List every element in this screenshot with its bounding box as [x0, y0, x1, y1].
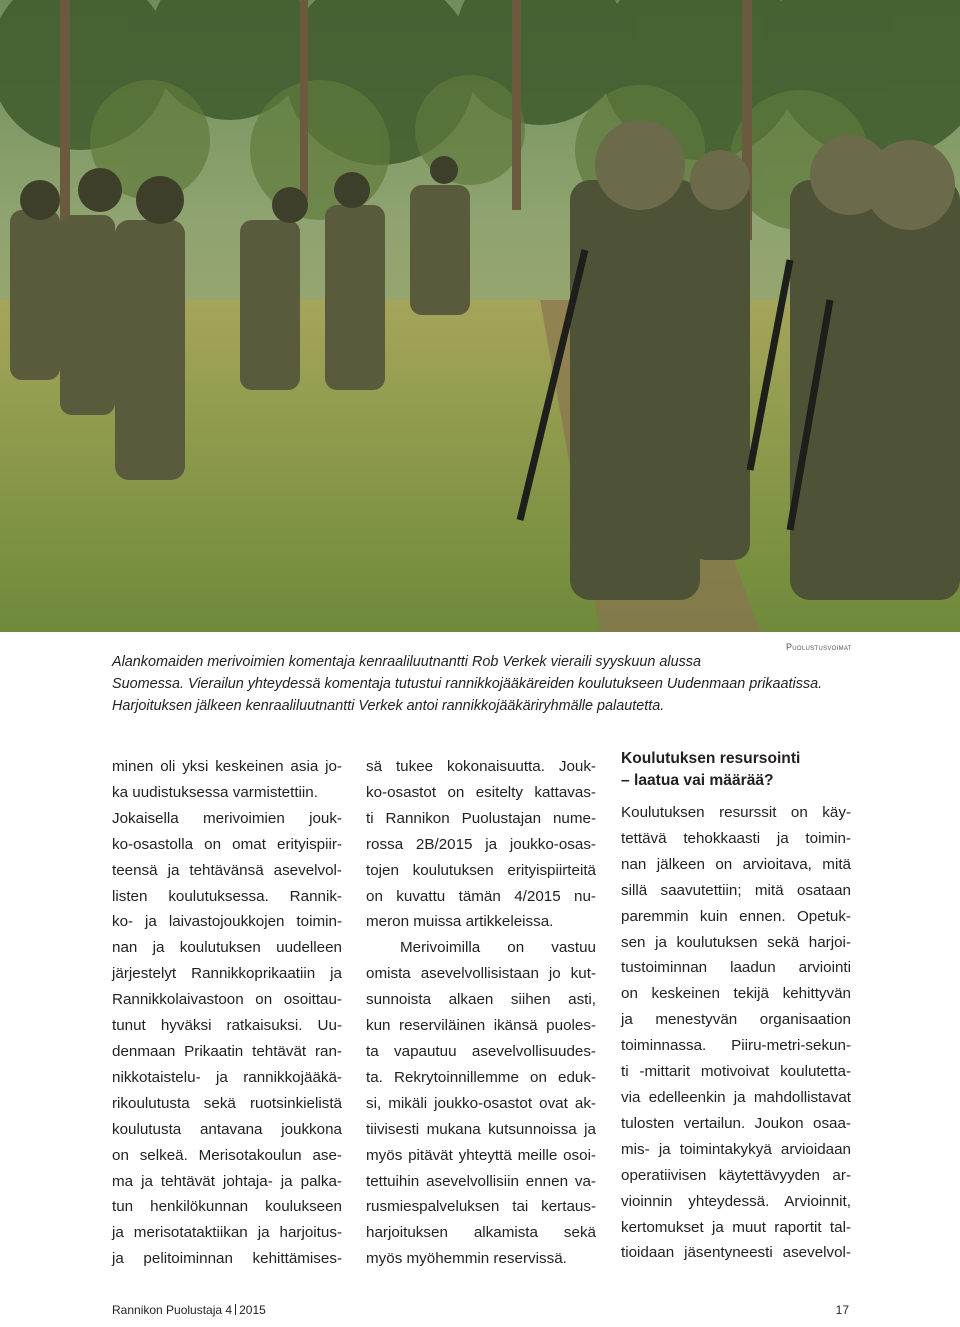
text-line: kun reserviläinen ikänsä puoles-	[366, 1017, 596, 1035]
caption-line: Harjoituksen jälkeen kenraaliluutnantti Verkek antoi rannikkojääkäriryhmälle palautetta.	[112, 698, 665, 714]
issue-year: 2015	[239, 1303, 266, 1317]
text-line: meron muissa artikkeleissa.	[366, 913, 554, 931]
text-line: ti -mittarit motivoivat koulutetta-	[621, 1063, 851, 1081]
text-line: sen ja koulutuksen sekä harjoi-	[621, 933, 851, 951]
text-line: toiminnassa. Piiru-metri-sekun-	[621, 1037, 851, 1055]
heading-line: Koulutuksen resursointi	[621, 750, 801, 767]
page-number: 17	[835, 1303, 849, 1317]
text-line: rikoulutusta sekä ruotsinkielistä	[112, 1094, 342, 1112]
heading-line: – laatua vai määrää?	[621, 772, 774, 789]
text-line: ja pelitoiminnan kehittämises-	[112, 1250, 342, 1268]
photo-credit: Puolustusvoimat	[786, 642, 852, 652]
section-body	[621, 800, 851, 1266]
text-line: ka uudistuksessa varmistettiin.	[112, 783, 318, 801]
text-line: minen oli yksi keskeinen asia jo-	[112, 758, 342, 775]
text-line: koulutusta antavana joukkona	[112, 1120, 342, 1138]
text-line: nan ja koulutuksen uudelleen	[112, 939, 342, 957]
text-line: myös myöhemmin reservissä.	[366, 1250, 567, 1268]
text-line: teensä ja tehtävänsä asevelvol-	[112, 861, 342, 879]
text-line: paremmin kuin ennen. Opetuk-	[621, 907, 851, 925]
section-heading	[621, 748, 851, 792]
text-line: sillä saavutettiin; mitä osataan	[621, 881, 851, 899]
text-line: ko-osastolla on omat erityispiir-	[112, 835, 342, 853]
text-line: ma ja tehtävät johtaja- ja palka-	[112, 1172, 342, 1190]
text-line: ta. Rekrytoinnillemme on eduk-	[366, 1068, 596, 1086]
footer-publication	[112, 1303, 266, 1317]
photo-soldiers-forest	[0, 0, 960, 632]
text-line: sunnoista alkaen siihen asti,	[366, 991, 596, 1009]
text-line: Rannikkolaivastoon on osoittau-	[112, 991, 342, 1009]
text-line: listen koulutuksessa. Rannik-	[112, 887, 342, 905]
text-line: myös pitävät yhteyttä meille osoi-	[366, 1146, 596, 1164]
text-column-3	[621, 748, 851, 1266]
photo-caption	[112, 651, 852, 717]
text-line: vioinnin yhteydessä. Arvioinnit,	[621, 1192, 851, 1210]
text-line: tojen koulutuksen erityispiirteitä	[366, 861, 596, 879]
text-column-1	[112, 754, 342, 1272]
text-line: on selkeä. Merisotakoulun ase-	[112, 1146, 342, 1164]
article-photo	[0, 0, 960, 632]
text-line: Jokaisella merivoimien jouk-	[112, 809, 342, 827]
text-line: ja menestyvän organisaation	[621, 1011, 851, 1029]
text-line: ta vapautuu asevelvollisuudes-	[366, 1042, 596, 1060]
text-line: on keskeinen tekijä kehittyvän	[621, 985, 851, 1003]
caption-line: Alankomaiden merivoimien komentaja kenraaliluutnantti Rob Verkek vieraili syyskuun alussa	[112, 654, 701, 670]
text-line: järjestelyt Rannikkoprikaatiin ja	[112, 965, 342, 983]
text-line: omista asevelvollisistaan jo kut-	[366, 965, 596, 983]
text-line: tettävä tehokkaasti ja toimin-	[621, 829, 851, 847]
text-line: nan jälkeen on arvioitava, mitä	[621, 855, 851, 873]
text-line: kertomukset ja muut raportit tal-	[621, 1218, 851, 1236]
text-line: ko-osastot on esitelty kattavas-	[366, 783, 596, 801]
text-line: tulosten vertailun. Joukon osaa-	[621, 1114, 851, 1132]
text-line: nikkotaistelu- ja rannikkojääkä-	[112, 1068, 342, 1086]
text-line: tettuihin asevelvollisiin ennen va-	[366, 1172, 596, 1190]
text-line: tioidaan jäsentyneesti asevelvol-	[621, 1244, 851, 1262]
text-column-2	[366, 754, 596, 1272]
text-line: via edelleenkin ja mahdollistavat	[621, 1088, 851, 1106]
publication-name: Rannikon Puolustaja	[112, 1303, 223, 1317]
text-line: ja merisotataktiikan ja harjoitus-	[112, 1224, 342, 1242]
text-line: harjoituksen alkamista sekä	[366, 1224, 596, 1242]
text-line: rossa 2B/2015 ja joukko-osas-	[366, 835, 596, 853]
text-line: sä tukee kokonaisuutta. Jouk-	[366, 758, 596, 775]
text-line: tustoiminnan laadun arviointi	[621, 959, 851, 977]
text-line: Koulutuksen resurssit on käy-	[621, 804, 851, 821]
issue-number: 4	[225, 1303, 233, 1317]
separator	[235, 1304, 236, 1315]
text-line: ti Rannikon Puolustajan nume-	[366, 809, 596, 827]
text-line: on kuvattu tämän 4/2015 nu-	[366, 887, 596, 905]
text-line: tun henkilökunnan koulukseen	[112, 1198, 342, 1216]
text-line: mis- ja toimintakykyä arvioidaan	[621, 1140, 851, 1158]
text-line: ko- ja laivastojoukkojen toimin-	[112, 913, 342, 931]
text-line: tunut hyväksi ratkaisuksi. Uu-	[112, 1017, 342, 1035]
text-line: denmaan Prikaatin tehtävät ran-	[112, 1042, 342, 1060]
text-line: si, mikäli joukko-osastot ovat ak-	[366, 1094, 596, 1112]
text-line: operatiivisen käytettävyyden ar-	[621, 1166, 851, 1184]
text-line: rusmiespalveluksen tai kertaus-	[366, 1198, 596, 1216]
text-line: tiivisesti mukana kutsunnoissa ja	[366, 1120, 596, 1138]
caption-line: Suomessa. Vierailun yhteydessä komentaja tutustui rannikkojääkäreiden koulutukseen Uudenmaan prikaatissa.	[112, 676, 823, 692]
text-line: Merivoimilla on vastuu	[400, 939, 596, 957]
